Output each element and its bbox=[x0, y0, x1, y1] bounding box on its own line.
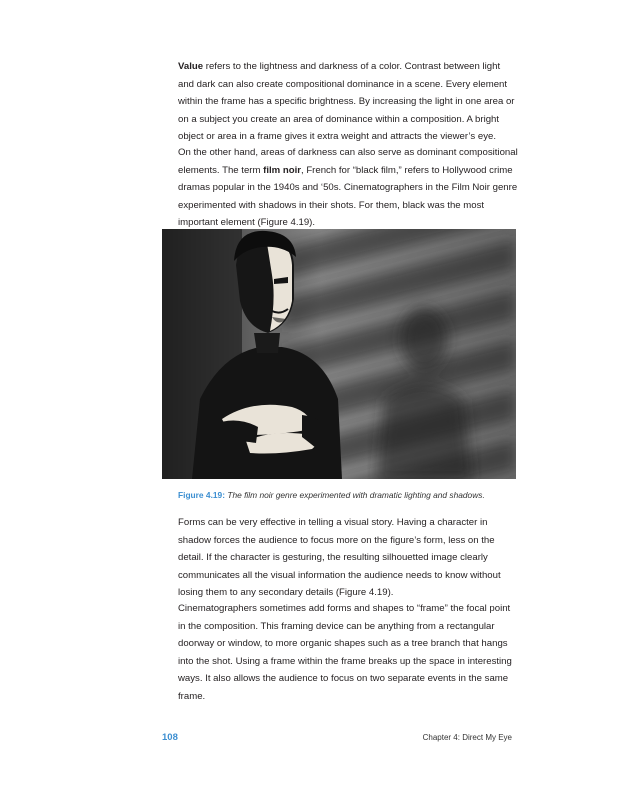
figure-label: Figure 4.19: bbox=[178, 490, 226, 500]
figure-film-noir-illustration bbox=[162, 229, 516, 479]
chapter-title: Chapter 4: Direct My Eye bbox=[422, 733, 512, 742]
paragraph-value-text: refers to the lightness and darkness of a color. Contrast between light and dark can also create compositional dominance in a scene. Every element within the frame has a specific brightness. By increasing the light in one area or on a subject you create an area of dominance within a composition. A bright object or area in a frame gives it extra weight and attracts the viewer’s eye. bbox=[178, 61, 515, 143]
paragraph-value bbox=[178, 58, 518, 146]
paragraph-forms: Forms can be very effective in telling a visual story. Having a character in shadow forces the audience to focus more on the figure’s form, less on the detail. If the character is gesturing, the resulting silhouetted image clearly communicates all the visual information the audience needs to know without losing them to any secondary details (Figure 4.19). bbox=[178, 517, 501, 599]
term-film-noir: film noir bbox=[263, 164, 301, 176]
film-noir-illustration bbox=[162, 229, 516, 479]
paragraph-framing: Cinematographers sometimes add forms and shapes to “frame” the focal point in the composition. This framing device can be anything from a rectangular doorway or window, to more organic shapes such as a tree branch that hangs into the shot. Using a frame within the frame breaks up the space in interesting ways. It also allows the audience to focus on two separate events in the same frame. bbox=[178, 603, 512, 702]
page-number: 108 bbox=[162, 732, 178, 743]
figure-caption-text: The film noir genre experimented with dramatic lighting and shadows. bbox=[227, 490, 485, 500]
figure-caption bbox=[178, 489, 518, 501]
term-value: Value bbox=[178, 61, 204, 72]
paragraph-film-noir bbox=[178, 144, 518, 232]
paragraph-film-noir-after: , French for “black film,” refers to Hollywood crime dramas popular in the 1940s and ‘50s. Cinematographers in the Film Noir genre experimented with shadows in their shots. For them, black was the most important element (Figure 4.19). bbox=[178, 164, 518, 229]
paragraph-film-noir-before: On the other hand, areas of darkness can also serve as dominant compositional elements. The term bbox=[178, 147, 518, 176]
